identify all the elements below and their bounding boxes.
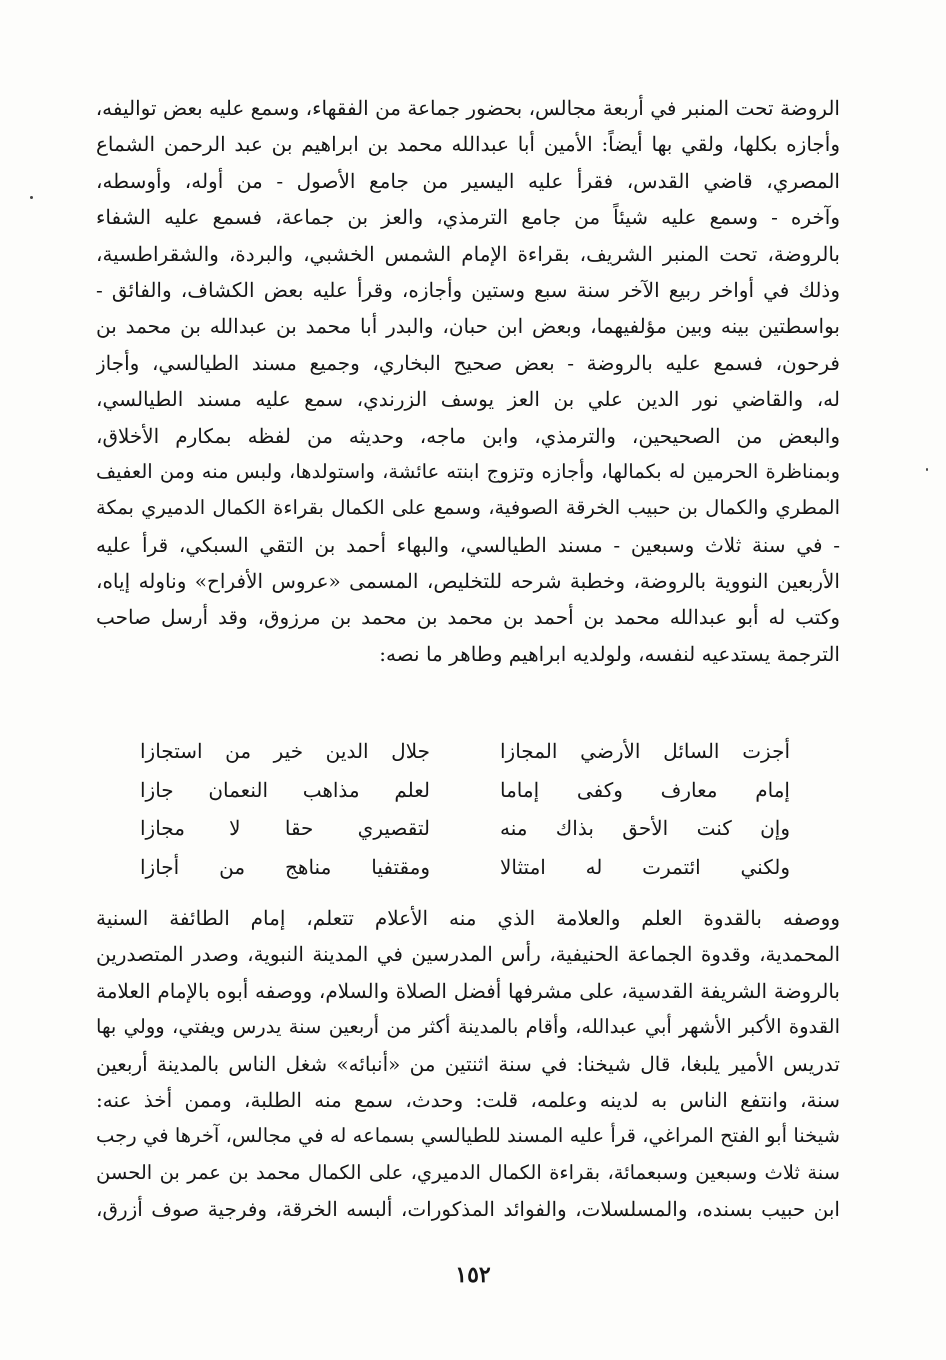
paragraph-1 (96, 90, 840, 672)
text-line: الترجمة يستدعيه لنفسه، ولولديه ابراهيم وطاهر ما نصه: (379, 641, 840, 666)
text-line: فرحون، فسمع عليه بالروضة - بعض صحيح البخاري، وجميع مسند الطيالسي، وأجاز (96, 350, 840, 375)
text-line: الأربعين النووية بالروضة، وخطبة شرحه للتخليص، المسمى «عروس الأفراح» وناوله إياه، (96, 569, 840, 594)
text-line: المصري، قاضي القدس، فقرأ عليه اليسير من جامع الأصول - من أوله، وأوسطه، (96, 168, 840, 193)
text-line: بواسطتين بينه وبين مؤلفيهما، وبعض ابن حبان، والبدر أبا محمد بن عبدالله بن محمد بن (96, 314, 840, 339)
paragraph-2 (96, 900, 840, 1228)
scan-speck (30, 196, 33, 199)
verse-second-hemistich: لعلم مذاهب النعمان جازا (140, 777, 430, 802)
text-line: شيخنا أبو الفتح المراغي، قرأ عليه المسند للطيالسي بسماعه له في مجالس، آخرها في رجب (96, 1124, 840, 1148)
scan-speck (926, 468, 928, 471)
text-line: القدوة الأكبر الأشهر أبي عبدالله، وأقام بالمدينة أكثر من أربعين سنة يدرس ويفتي، وولي بها (96, 1015, 840, 1039)
text-line: وبمناظرة الحرمين له بكمالها، وأجازه وتزوج ابنته عائشة، واستولدها، ولبس منه ومن العفيف (96, 459, 840, 483)
verse-first-hemistich: أجزت السائل الأرضي المجازا (500, 739, 790, 763)
poem-verse (140, 732, 790, 771)
text-line: سنة، وانتفع الناس به لدينه وعلمه، قلت: وحدث، سمع منه الطلبة، وممن أخذ عنه: (96, 1087, 840, 1112)
text-line: ابن حبيب بسنده، والمسلسلات، والفوائد المذكورات، ألبسه الخرقة، وفرجية صوف أزرق، (96, 1197, 840, 1222)
poem-verse (140, 809, 790, 848)
verse-first-hemistich: ولكني ائتمرت له امتثالا (500, 854, 790, 879)
verse-first-hemistich: إمام معارف وكفى إماما (500, 777, 790, 802)
poem (140, 732, 790, 886)
text-line: تدريس الأمير يلبغا، قال شيخنا: في سنة اثنتين من «أنبائه» شغل الناس بالمدينة أربعين (96, 1051, 840, 1076)
text-line: ووصفه بالقدوة العلم والعلامة الذي منه الأعلام تتعلم، إمام الطائفة السنية (96, 906, 840, 930)
text-line: له، والقاضي نور الدين علي بن العز يوسف الزرندي، سمع عليه مسند الطيالسي، (96, 387, 840, 412)
text-line: المحمدية، وقدوة الجماعة الحنيفية، رأس المدرسين في المدينة النبوية، وصدر المتصدرين (96, 942, 840, 967)
poem-verse (140, 771, 790, 810)
verse-second-hemistich: جلال الدين خير من استجازا (140, 739, 430, 763)
text-line: وكتب له أبو عبدالله محمد بن أحمد بن محمد بن محمد بن مرزوق، وقد أرسل صاحب (96, 605, 840, 630)
text-line: المطري والكمال بن حبيب الخرقة الصوفية، وسمع على الكمال بقراءة الكمال الدميري بمكة (96, 496, 840, 520)
text-line: - في سنة ثلاث وسبعين - مسند الطيالسي، والبهاء أحمد بن التقي السبكي، قرأ عليه (96, 532, 840, 557)
text-line: وأجازه بكلها، ولقي بها أيضاً: الأمين أبا عبدالله محمد بن ابراهيم بن عبد الرحمن الشماع (96, 132, 840, 157)
text-line: وذلك في أواخر ربيع الآخر سنة سبع وستين وأجازه، وقرأ عليه بعض الكشاف، والفائق - (96, 277, 840, 302)
text-line: الروضة تحت المنبر في أربعة مجالس، بحضور جماعة من الفقهاء، وسمع عليه بعض تواليفه، (96, 96, 840, 120)
text-line: والبعض من الصحيحين، والترمذي، وابن ماجه، وحديثه من لفظه بمكارم الأخلاق، (96, 423, 840, 448)
text-line: وآخره - وسمع عليه شيئاً من جامع الترمذي، والعز بن جماعة، فسمع عليه الشفاء (96, 205, 840, 230)
verse-second-hemistich: لتقصيري حقا لا مجازا (140, 816, 430, 840)
poem-verse (140, 848, 790, 887)
verse-first-hemistich: وإن كنت الأحق بذاك منه (500, 816, 790, 840)
text-line: سنة ثلاث وسبعين وسبعمائة، بقراءة الكمال الدميري، على الكمال محمد بن عمر بن الحسن (96, 1160, 840, 1184)
verse-second-hemistich: ومقتفيا مناهج من أجازا (140, 854, 430, 879)
page-number: ١٥٢ (455, 1262, 491, 1288)
text-line: بالروضة الشريفة القدسية، على مشرفها أفضل الصلاة والسلام، ووصفه أبوه بالإمام العلامة (96, 978, 840, 1003)
text-line: بالروضة، تحت المنبر الشريف، بقراءة الإمام الشمس الخشبي، والبردة، والشقراطسية، (96, 241, 840, 266)
